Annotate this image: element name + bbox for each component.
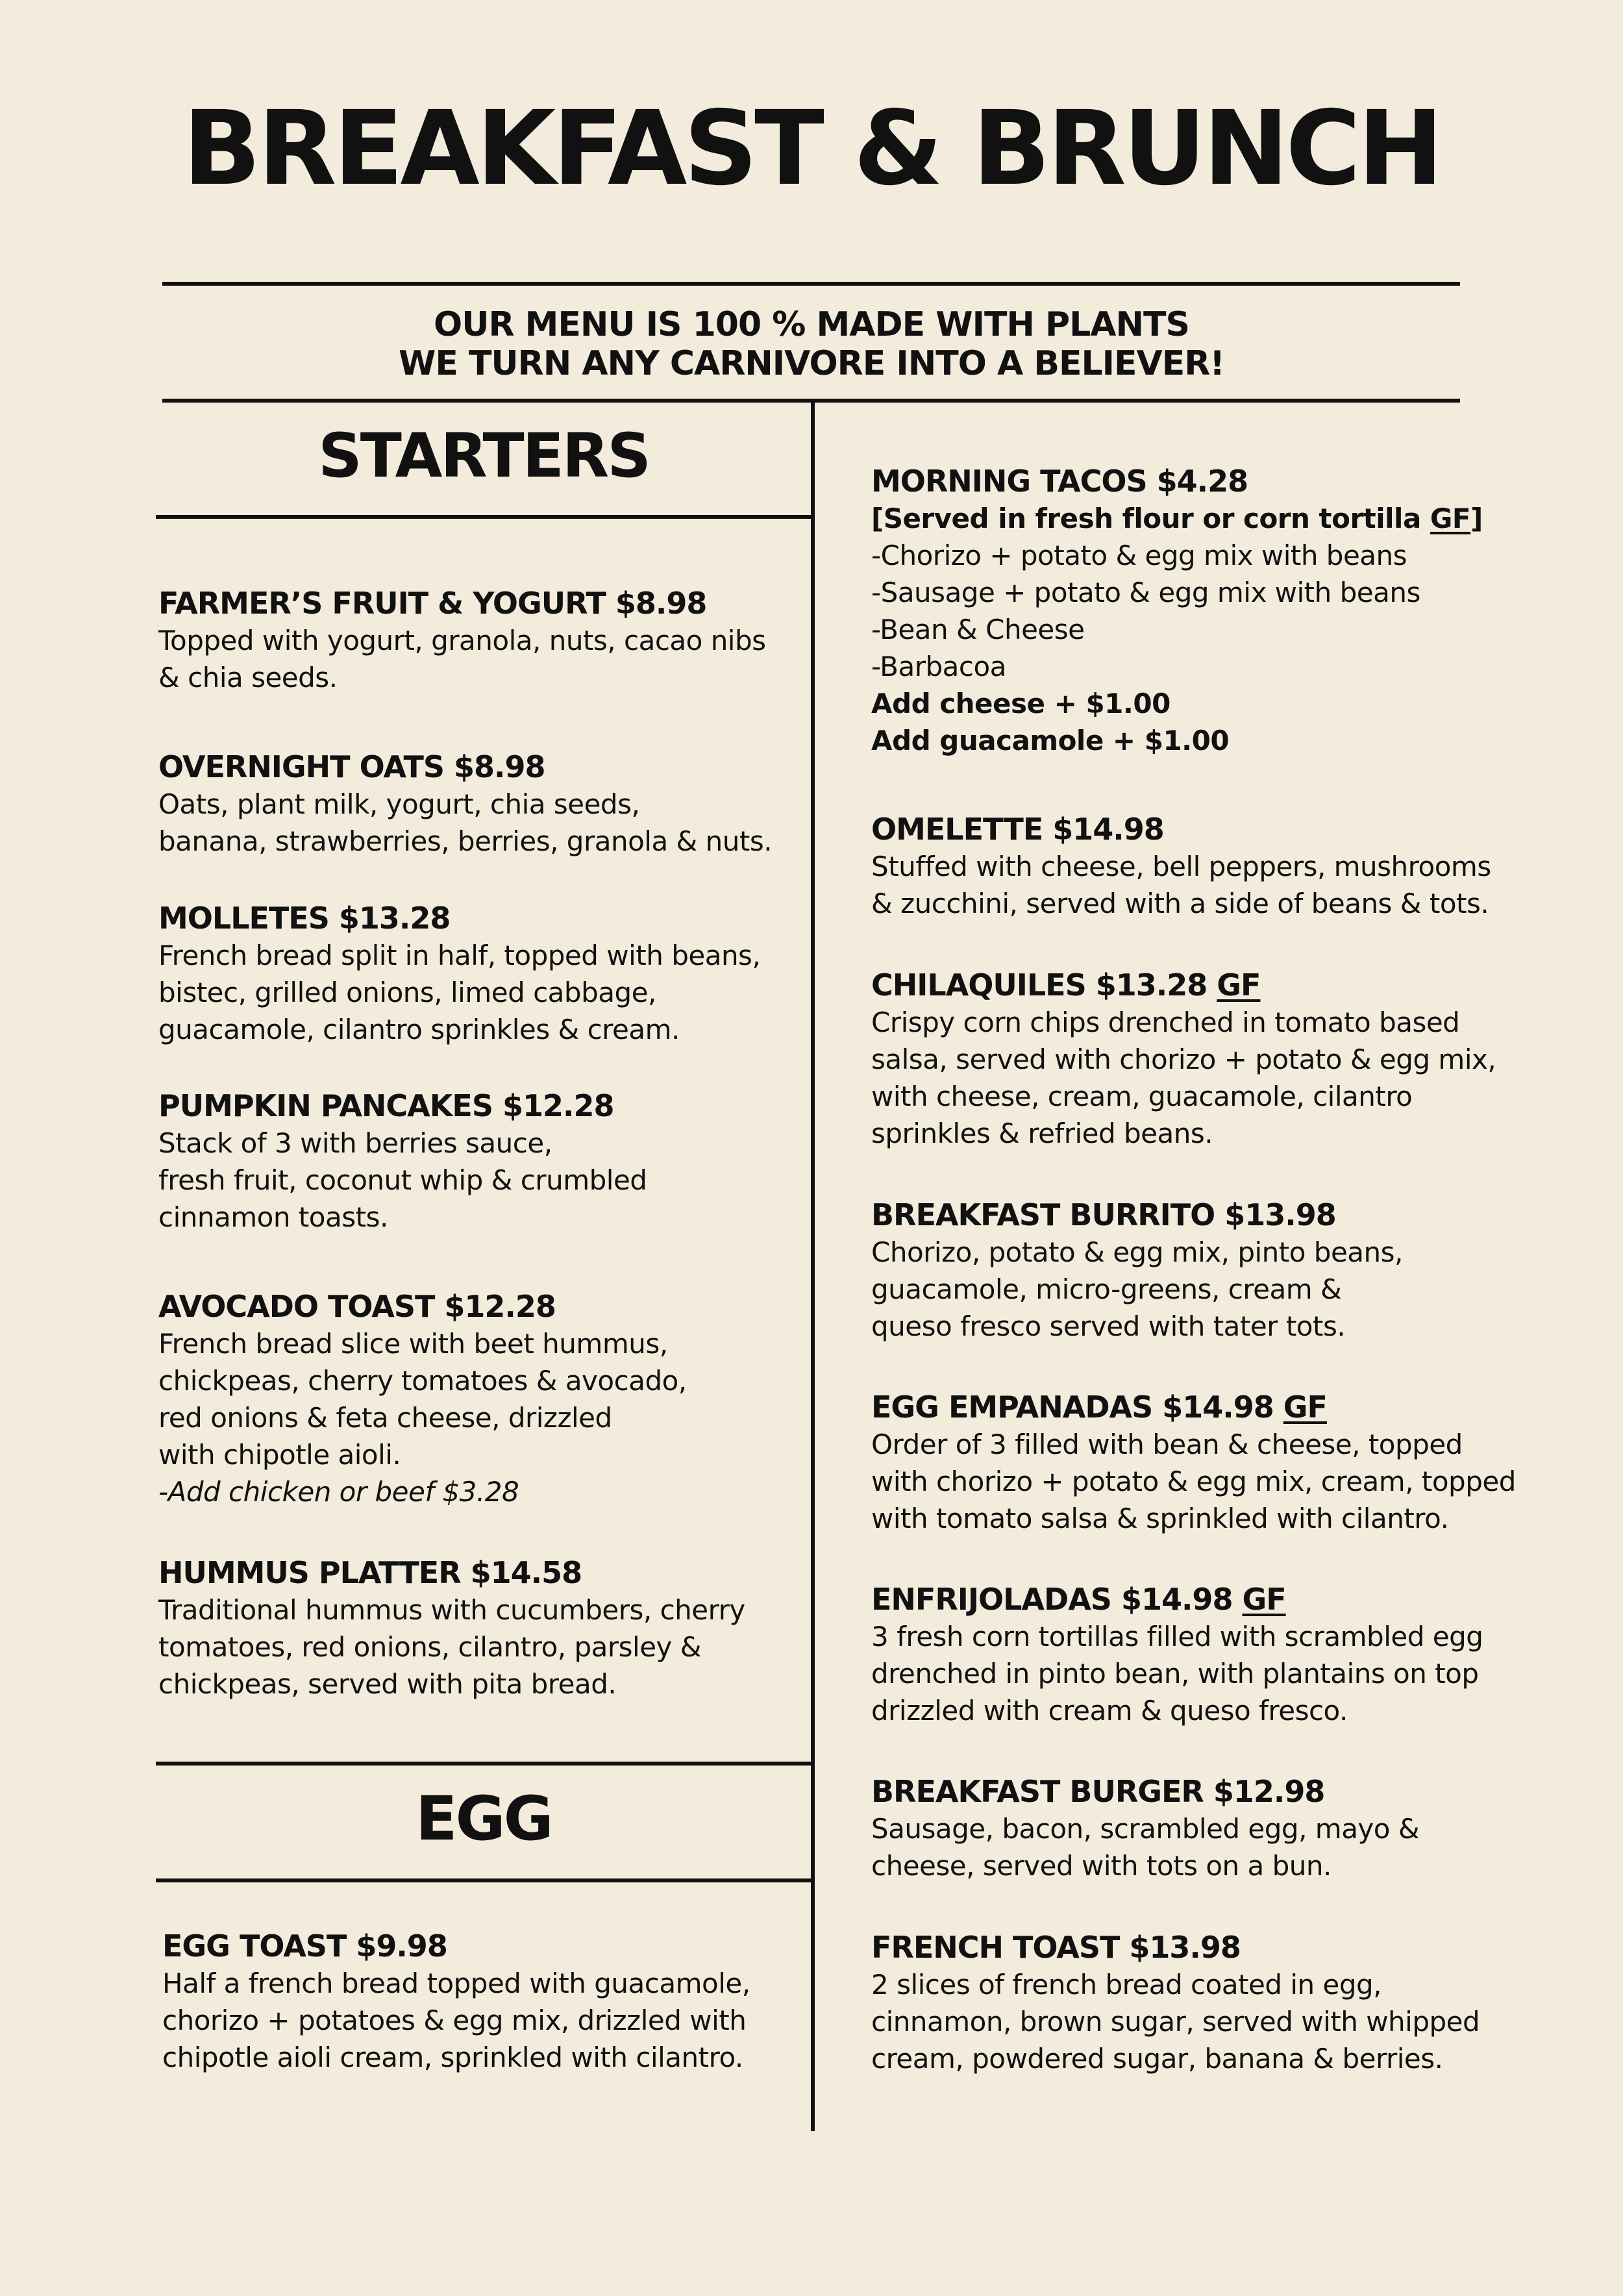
item-description-line: salsa, served with chorizo + potato & egg mix, bbox=[871, 1043, 1496, 1075]
item-description-line: chipotle aioli cream, sprinkled with cilantro. bbox=[162, 2041, 743, 2073]
item-description-line: guacamole, cilantro sprinkles & cream. bbox=[158, 1014, 680, 1045]
item-name: FARMER’S FRUIT & YOGURT $8.98 bbox=[158, 586, 707, 621]
item-name: BREAKFAST BURGER $12.98 bbox=[871, 1774, 1325, 1809]
item-description-line: sprinkles & refried beans. bbox=[871, 1117, 1213, 1149]
item-addon-note: -Add chicken or beef $3.28 bbox=[158, 1476, 519, 1508]
item-description-line: red onions & feta cheese, drizzled bbox=[158, 1402, 612, 1434]
item-description-line: bistec, grilled onions, limed cabbage, bbox=[158, 977, 656, 1008]
item-description-line: 2 slices of french bread coated in egg, bbox=[871, 1969, 1382, 2001]
item-description-line: drizzled with cream & queso fresco. bbox=[871, 1695, 1348, 1727]
item-description-line: French bread slice with beet hummus, bbox=[158, 1328, 668, 1360]
tacos-served-note: [Served in fresh flour or corn tortilla GF] bbox=[871, 503, 1483, 534]
item-name: MORNING TACOS $4.28 bbox=[871, 464, 1248, 499]
item-description-line: chickpeas, served with pita bread. bbox=[158, 1668, 617, 1700]
item-description-line: Crispy corn chips drenched in tomato based bbox=[871, 1006, 1460, 1038]
item-description-line: with chorizo + potato & egg mix, cream, topped bbox=[871, 1466, 1516, 1497]
item-description-line: chickpeas, cherry tomatoes & avocado, bbox=[158, 1365, 687, 1397]
item-description-line: Order of 3 filled with bean & cheese, topped bbox=[871, 1429, 1463, 1460]
tacos-addon: Add guacamole + $1.00 bbox=[871, 725, 1230, 756]
menu-item bbox=[871, 810, 1592, 922]
gluten-free-tag: GF bbox=[1217, 967, 1261, 1003]
item-description-line: with tomato salsa & sprinkled with cilantro. bbox=[871, 1503, 1449, 1534]
item-name: FRENCH TOAST $13.98 bbox=[871, 1930, 1241, 1965]
item-description-line: Topped with yogurt, granola, nuts, cacao nibs bbox=[158, 625, 766, 656]
item-description-line: drenched in pinto bean, with plantains on top bbox=[871, 1658, 1479, 1690]
item-name: CHILAQUILES $13.28 GF bbox=[871, 967, 1261, 1003]
item-name: MOLLETES $13.28 bbox=[158, 901, 451, 936]
gluten-free-tag: GF bbox=[1430, 503, 1471, 534]
item-description-line: French bread split in half, topped with beans, bbox=[158, 940, 761, 971]
item-name: OVERNIGHT OATS $8.98 bbox=[158, 749, 545, 784]
gluten-free-tag: GF bbox=[1283, 1390, 1327, 1425]
menu-item bbox=[871, 966, 1592, 1152]
menu-item bbox=[871, 1196, 1592, 1345]
item-name: EGG EMPANADAS $14.98 GF bbox=[871, 1390, 1327, 1425]
section-heading-egg: EGG bbox=[415, 1784, 552, 1854]
menu-item bbox=[158, 584, 821, 696]
item-description-line: Stuffed with cheese, bell peppers, mushrooms bbox=[871, 851, 1491, 882]
item-description-line: & chia seeds. bbox=[158, 662, 338, 693]
tagline-line: OUR MENU IS 100 % MADE WITH PLANTS bbox=[434, 305, 1189, 344]
menu-item-morning-tacos bbox=[871, 462, 1585, 759]
item-description-line: banana, strawberries, berries, granola & nuts. bbox=[158, 825, 773, 857]
menu-item bbox=[162, 1927, 824, 2076]
tacos-option: -Chorizo + potato & egg mix with beans bbox=[871, 540, 1407, 571]
menu-item bbox=[158, 1288, 821, 1510]
tacos-option: -Barbacoa bbox=[871, 651, 1006, 682]
gluten-free-tag: GF bbox=[1242, 1582, 1286, 1617]
menu-item bbox=[158, 1087, 821, 1236]
tacos-option: -Sausage + potato & egg mix with beans bbox=[871, 577, 1420, 608]
menu-item bbox=[871, 1388, 1592, 1537]
divider-egg-bottom bbox=[156, 1878, 813, 1882]
divider-starters bbox=[156, 515, 813, 519]
menu-item bbox=[158, 899, 821, 1048]
tagline-line: WE TURN ANY CARNIVORE INTO A BELIEVER! bbox=[398, 344, 1225, 383]
menu-item bbox=[871, 1928, 1592, 2077]
item-description-line: tomatoes, red onions, cilantro, parsley & bbox=[158, 1631, 701, 1663]
item-name: HUMMUS PLATTER $14.58 bbox=[158, 1555, 582, 1590]
item-description-line: Traditional hummus with cucumbers, cherry bbox=[158, 1594, 745, 1626]
item-name: AVOCADO TOAST $12.28 bbox=[158, 1289, 556, 1324]
section-heading-starters: STARTERS bbox=[318, 421, 649, 492]
item-description-line: chorizo + potatoes & egg mix, drizzled with bbox=[162, 2004, 747, 2036]
tagline bbox=[0, 305, 1623, 383]
divider-top bbox=[162, 282, 1460, 286]
menu-item bbox=[871, 1773, 1592, 1884]
menu-item bbox=[871, 1580, 1592, 1729]
item-description-line: cinnamon, brown sugar, served with whipped bbox=[871, 2006, 1480, 2038]
item-name: ENFRIJOLADAS $14.98 GF bbox=[871, 1582, 1286, 1617]
item-description-line: with cheese, cream, guacamole, cilantro bbox=[871, 1080, 1413, 1112]
item-description-line: Stack of 3 with berries sauce, bbox=[158, 1127, 552, 1159]
item-description-line: cheese, served with tots on a bun. bbox=[871, 1850, 1332, 1882]
item-description-line: with chipotle aioli. bbox=[158, 1439, 401, 1471]
item-description-line: Half a french bread topped with guacamole, bbox=[162, 1967, 750, 1999]
menu-item bbox=[158, 748, 821, 860]
item-description-line: queso fresco served with tater tots. bbox=[871, 1310, 1346, 1342]
item-name: EGG TOAST $9.98 bbox=[162, 1928, 447, 1964]
divider-egg-top bbox=[156, 1762, 813, 1766]
item-name: PUMPKIN PANCAKES $12.28 bbox=[158, 1088, 614, 1123]
item-description-line: Oats, plant milk, yogurt, chia seeds, bbox=[158, 788, 640, 820]
item-name: BREAKFAST BURRITO $13.98 bbox=[871, 1197, 1336, 1232]
item-description-line: & zucchini, served with a side of beans & tots. bbox=[871, 888, 1489, 919]
item-description-line: 3 fresh corn tortillas filled with scrambled egg bbox=[871, 1621, 1483, 1653]
item-description-line: Chorizo, potato & egg mix, pinto beans, bbox=[871, 1236, 1403, 1268]
item-name: OMELETTE $14.98 bbox=[871, 812, 1164, 847]
item-description-line: fresh fruit, coconut whip & crumbled bbox=[158, 1164, 647, 1196]
menu-title: BREAKFAST & BRUNCH bbox=[182, 89, 1441, 208]
item-description-line: cinnamon toasts. bbox=[158, 1201, 388, 1233]
tacos-addon: Add cheese + $1.00 bbox=[871, 688, 1171, 719]
item-description-line: guacamole, micro-greens, cream & bbox=[871, 1273, 1342, 1305]
tacos-option: -Bean & Cheese bbox=[871, 614, 1085, 645]
item-description-line: cream, powdered sugar, banana & berries. bbox=[871, 2043, 1443, 2075]
menu-item bbox=[158, 1554, 821, 1703]
item-description-line: Sausage, bacon, scrambled egg, mayo & bbox=[871, 1813, 1420, 1845]
